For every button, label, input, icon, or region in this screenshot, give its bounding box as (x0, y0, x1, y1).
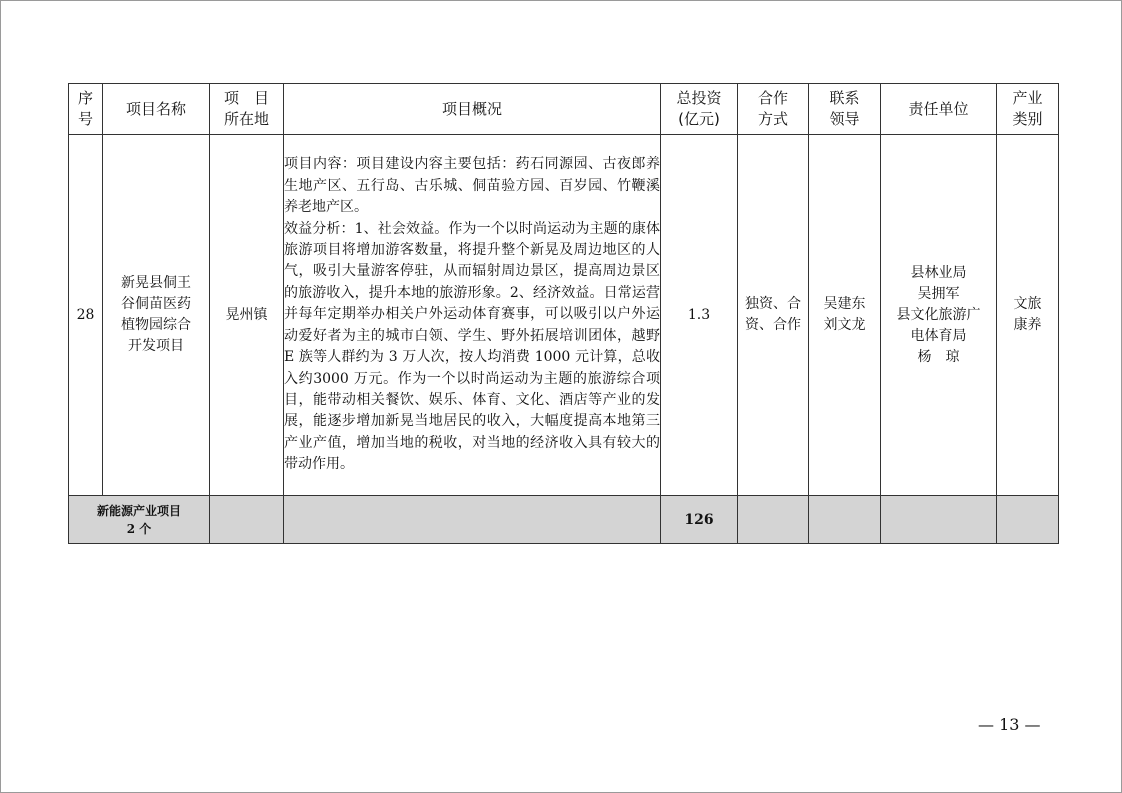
header-name: 项目名称 (103, 84, 210, 135)
table-row (69, 135, 1059, 496)
summary-empty-category (997, 496, 1059, 544)
cell-investment: 1.3 (661, 135, 738, 496)
summary-label: 新能源产业项目 2 个 (69, 496, 210, 544)
header-category: 产业 类别 (997, 84, 1059, 135)
page-number: — 13 — (978, 715, 1041, 734)
header-overview: 项目概况 (284, 84, 661, 135)
header-index: 序 号 (69, 84, 103, 135)
summary-empty-unit (881, 496, 997, 544)
summary-empty-cooperation (738, 496, 809, 544)
cell-index: 28 (69, 135, 103, 496)
overview-content: 项目内容：项目建设内容主要包括：药石同源园、古夜郎养生地产区、五行岛、古乐城、侗苗验方园、百岁园、竹鞭溪养老地产区。 (284, 156, 660, 216)
header-unit: 责任单位 (881, 84, 997, 135)
summary-empty-leader (809, 496, 881, 544)
overview-benefit-analysis: 效益分析：1、社会效益。作为一个以时尚运动为主题的康体旅游项目将增加游客数量，将提升整个新晃及周边地区的人气，吸引大量游客停驻，从而辐射周边景区，提高周边景区的旅游收入，提升本地的旅游形象。2、经济效益。日常运营并每年定期举办相关户外运动体育赛事，可以吸引以户外运动爱好者为主的城市白领、学生、野外拓展培训团体，越野 E 族等人群约为 3 万人次，按人均消费 1000 元计算，总收入约3000 万元。作为一个以时尚运动为主题的旅游综合项目，能带动相关餐饮、娱乐、体育、文化、酒店等产业的发展，能逐步增加新晃当地居民的收入，大幅度提高本地第三产业产值，增加当地的税收，对当地的经济收入具有较大的带动作用。 (284, 220, 660, 473)
cell-cooperation: 独资、合 资、合作 (738, 135, 809, 496)
project-table (68, 83, 1059, 544)
summary-empty-location (210, 496, 284, 544)
cell-leader: 吴建东 刘文龙 (809, 135, 881, 496)
header-location: 项 目 所在地 (210, 84, 284, 135)
summary-empty-overview (284, 496, 661, 544)
summary-investment: 126 (661, 496, 738, 544)
cell-overview (284, 135, 661, 496)
summary-row (69, 496, 1059, 544)
cell-location: 晃州镇 (210, 135, 284, 496)
cell-category: 文旅 康养 (997, 135, 1059, 496)
cell-project-name: 新晃县侗王 谷侗苗医药 植物园综合 开发项目 (103, 135, 210, 496)
header-leader: 联系 领导 (809, 84, 881, 135)
header-cooperation: 合作 方式 (738, 84, 809, 135)
header-investment: 总投资 (亿元) (661, 84, 738, 135)
cell-responsible-unit: 县林业局 吴拥军 县文化旅游广 电体育局 杨 琼 (881, 135, 997, 496)
header-row (69, 84, 1059, 135)
